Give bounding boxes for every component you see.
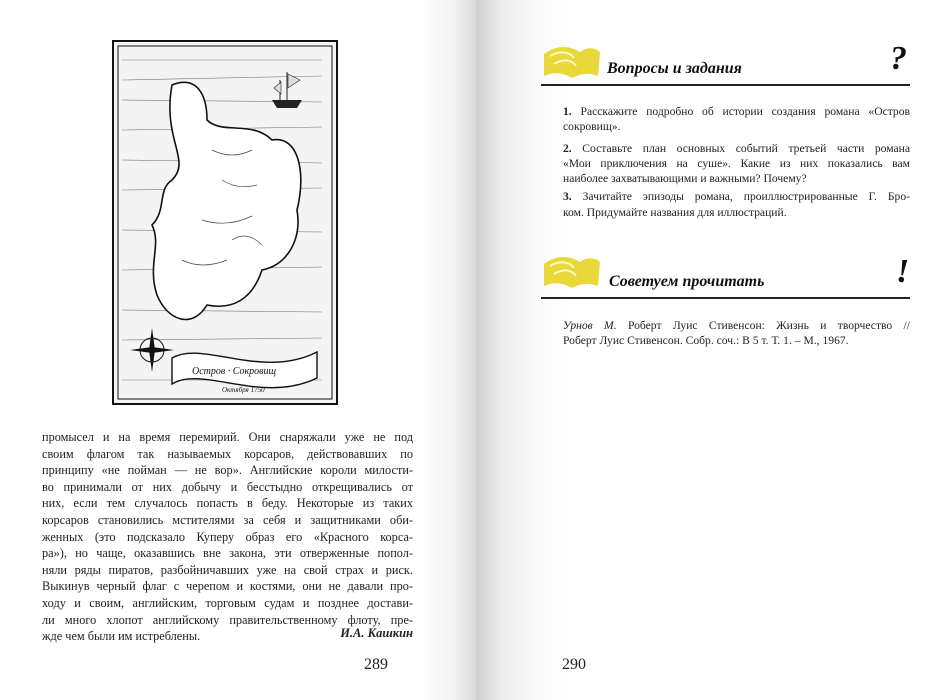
page-number: 290 <box>562 656 586 673</box>
text-line: ходу и своим, английским, торговым судам и позднее достави- <box>42 595 413 610</box>
reading-reference <box>563 318 910 349</box>
question-number: 3. <box>563 190 572 204</box>
divider <box>541 84 910 86</box>
author-signature: И.А. Кашкин <box>340 626 413 640</box>
text-line: корсаров становились мстителями за себя и защитниками оби- <box>42 512 413 527</box>
text-line: принципу «не пойман — не вор». Английские короли милости- <box>42 463 413 478</box>
text-line: промысел и на время перемирий. Они снаряжали уже не под <box>42 430 413 444</box>
text-line: няли ряды пиратов, разбойничавших уже на свой страх и риск. <box>42 562 413 577</box>
text-line: Выкинув черный флаг с черепом и костями, они не давали про- <box>42 579 413 594</box>
questions-list <box>563 101 910 220</box>
text-line: Роберт Луис Стивенсон: Жизнь и творчество // <box>627 319 910 332</box>
divider <box>541 297 910 299</box>
question-number: 2. <box>563 141 572 155</box>
text-line: Роберт Луис Стивенсон. Собр. соч.: В 5 т. Т. 1. – М., 1967. <box>563 334 849 348</box>
text-line: ком. Придумайте названия для иллюстраций. <box>563 205 787 219</box>
text-line: своим флагом так называемых корсаров, действовавших по <box>42 446 413 461</box>
svg-text:Остров · Сокровищ: Остров · Сокровищ <box>192 366 277 377</box>
text-line: них, если тем случалось попасть в беду. Некоторые из таких <box>42 496 413 511</box>
questions-title: Вопросы и задания <box>607 60 742 77</box>
exclamation-icon: ! <box>896 253 910 290</box>
reference-author: Урнов М. <box>563 319 617 332</box>
text-line: Расскажите подробно об истории создания романа «Остров <box>580 105 910 118</box>
text-line: «Мои приключения на суше». Какие из них показались вам <box>563 156 910 170</box>
svg-text:Октября 1750: Октября 1750 <box>222 386 265 394</box>
page-number: 289 <box>364 656 388 673</box>
right-page <box>476 0 950 700</box>
question-mark-icon: ? <box>890 40 907 77</box>
text-line: наиболее захватывающими и важными? Почему? <box>563 172 807 186</box>
text-line: во принимали от них добычу и бесстыдно открещивались от <box>42 479 413 494</box>
text-line: Зачитайте эпизоды романа, проиллюстрированные Г. Бро- <box>582 190 910 204</box>
text-line: Составьте план основных событий третьей части романа <box>582 141 910 155</box>
book-icon <box>540 250 602 290</box>
text-line: женных (это подсказало Куперу образ его «Красного корса- <box>42 529 413 544</box>
text-line: сокровищ». <box>563 120 621 134</box>
reading-title: Советуем прочитать <box>609 273 765 290</box>
treasure-island-map-illustration <box>112 40 338 405</box>
book-icon <box>540 40 602 80</box>
text-line: ра»), но чаще, оказавшись вне закона, эти отверженные попол- <box>42 546 413 561</box>
text-line: жде чем были им истреблены. <box>42 629 201 644</box>
body-text <box>42 429 413 645</box>
question-number: 1. <box>563 105 572 118</box>
text-line: ли много хлопот английскому правительственному флоту, пре- <box>42 612 413 627</box>
